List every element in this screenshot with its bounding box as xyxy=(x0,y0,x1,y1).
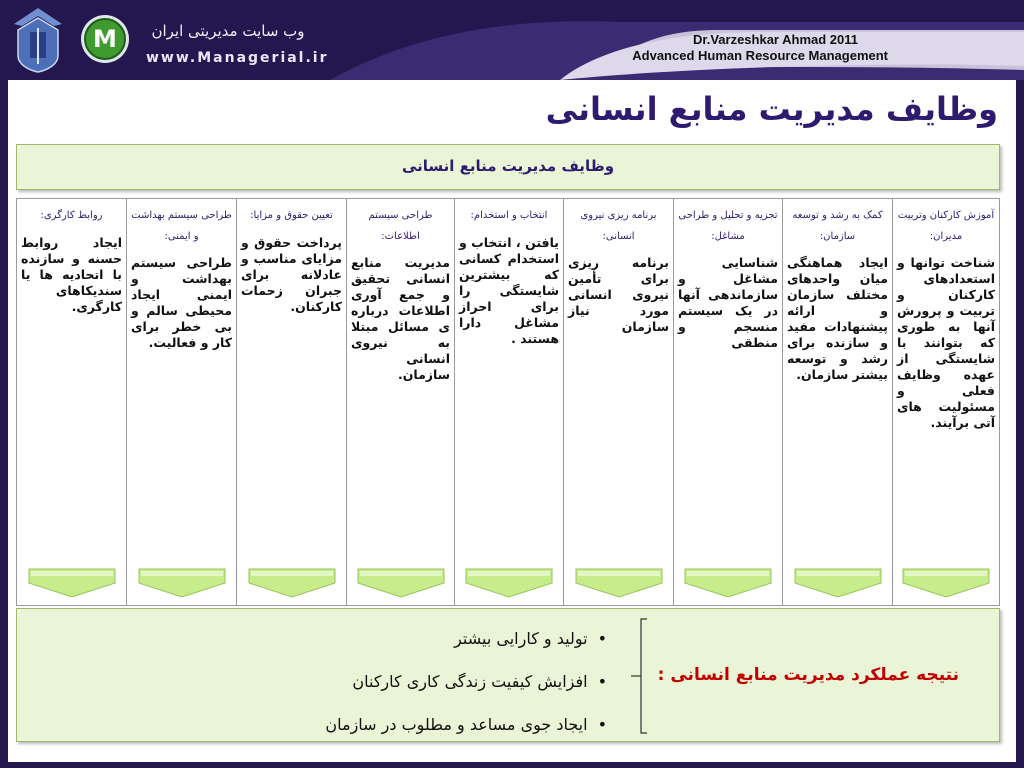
column-training xyxy=(892,199,999,605)
bracket-icon xyxy=(615,617,655,735)
page-title: وظایف مدیریت منابع انسانی xyxy=(545,90,998,128)
diagram-header-box xyxy=(16,144,1000,190)
result-list xyxy=(187,617,607,746)
frame-bottom xyxy=(0,762,1024,768)
frame-left xyxy=(0,80,8,768)
column-heading: کمک به رشد و توسعه سازمان: xyxy=(792,210,883,242)
author-credit: Dr.Varzeshkar Ahmad 2011 xyxy=(692,32,858,47)
down-arrow-icon xyxy=(247,567,337,599)
column-compensation xyxy=(236,199,346,605)
bullet-icon: • xyxy=(597,671,607,691)
column-body: ایجاد هماهنگی میان واحدهای مختلف سازمان و ارائه پیشنهادات مفید و سازنده برای رشد و توسعه بیشتر سازمان. xyxy=(787,255,888,382)
bullet-icon: • xyxy=(597,628,607,648)
site-name: وب سایت مدیریتی ایران xyxy=(151,22,305,40)
list-item xyxy=(187,660,607,703)
column-heading: تجزیه و تحلیل و طراحی مشاغل: xyxy=(678,210,778,242)
column-heading: روابط کارگری: xyxy=(40,210,103,221)
banner-wave-decoration xyxy=(0,0,1024,80)
bullet-icon: • xyxy=(597,714,607,734)
column-body: یافتن ، انتخاب و استخدام کسانی که بیشترین شایستگی را برای احراز مشاغل دارا هستند . xyxy=(459,235,559,346)
result-item-text: تولید و کارایی بیشتر xyxy=(454,628,588,648)
column-heading: آموزش کارکنان وتربیت مدیران: xyxy=(897,210,995,242)
result-item-text: افزایش کیفیت زندگی کاری کارکنان xyxy=(352,671,588,691)
down-arrow-icon xyxy=(464,567,554,599)
column-body: پرداخت حقوق و مزایای مناسب و عادلانه برای جبران زحمات کارکنان. xyxy=(241,235,342,314)
column-information-system xyxy=(346,199,454,605)
column-body: شناسایی مشاغل و سازماندهی آنها در یک سیستم منسجم و منطقی xyxy=(678,255,778,350)
column-recruitment xyxy=(454,199,563,605)
down-arrow-icon xyxy=(901,567,991,599)
functions-columns xyxy=(16,198,1000,606)
result-title: نتیجه عملکرد مدیریت منابع انسانی : xyxy=(657,665,959,685)
list-item xyxy=(187,703,607,746)
down-arrow-icon xyxy=(793,567,883,599)
column-labor-relations xyxy=(17,199,126,605)
column-org-growth xyxy=(782,199,892,605)
frame-right xyxy=(1016,80,1024,768)
column-body: مدیریت منابع انسانی تحقیق و جمع آوری اطلاعات درباره ی مسائل مبتلا به نیروی انسانی سازمان. xyxy=(351,255,450,382)
down-arrow-icon xyxy=(137,567,227,599)
m-logo-letter: M xyxy=(93,25,117,53)
list-item xyxy=(187,617,607,660)
down-arrow-icon xyxy=(356,567,446,599)
column-heading: طراحی سیستم بهداشت و ایمنی: xyxy=(131,210,232,242)
column-job-analysis xyxy=(673,199,782,605)
down-arrow-icon xyxy=(574,567,664,599)
down-arrow-icon xyxy=(27,567,117,599)
column-health-safety xyxy=(126,199,236,605)
column-body: ایجاد روابط حسنه و سازنده با اتحادیه ها یا سندیکاهای کارگری. xyxy=(21,235,122,314)
column-heading: تعیین حقوق و مزایا: xyxy=(250,210,333,221)
column-heading: انتخاب و استخدام: xyxy=(470,210,548,221)
diagram-header-text: وظایف مدیریت منابع انسانی xyxy=(401,157,615,175)
university-logo-icon xyxy=(8,4,68,74)
course-title: Advanced Human Resource Management xyxy=(632,48,888,63)
column-body: شناخت توانها و استعدادهای کارکنان و تربیت و پرورش آنها به طوری که بتوانند با شایستگی از عهده وظایف فعلی و مسئولیت های آتی برآیند. xyxy=(897,255,995,430)
column-body: طراحی سیستم بهداشت و ایمنی ایجاد محیطی سالم و بی خطر برای کار و فعالیت. xyxy=(131,255,232,350)
managerial-m-logo-icon xyxy=(80,14,130,64)
top-banner xyxy=(0,0,1024,80)
result-item-text: ایجاد جوی مساعد و مطلوب در سازمان xyxy=(325,714,588,734)
site-url: www.Managerial.ir xyxy=(146,50,329,66)
down-arrow-icon xyxy=(683,567,773,599)
column-body: برنامه ریزی برای تأمین نیروی انسانی مورد نیاز سازمان xyxy=(568,255,669,334)
result-box xyxy=(16,608,1000,742)
column-heading: برنامه ریزی نیروی انسانی: xyxy=(580,210,657,242)
column-heading: طراحی سیستم اطلاعات: xyxy=(368,210,433,242)
column-hr-planning xyxy=(563,199,673,605)
